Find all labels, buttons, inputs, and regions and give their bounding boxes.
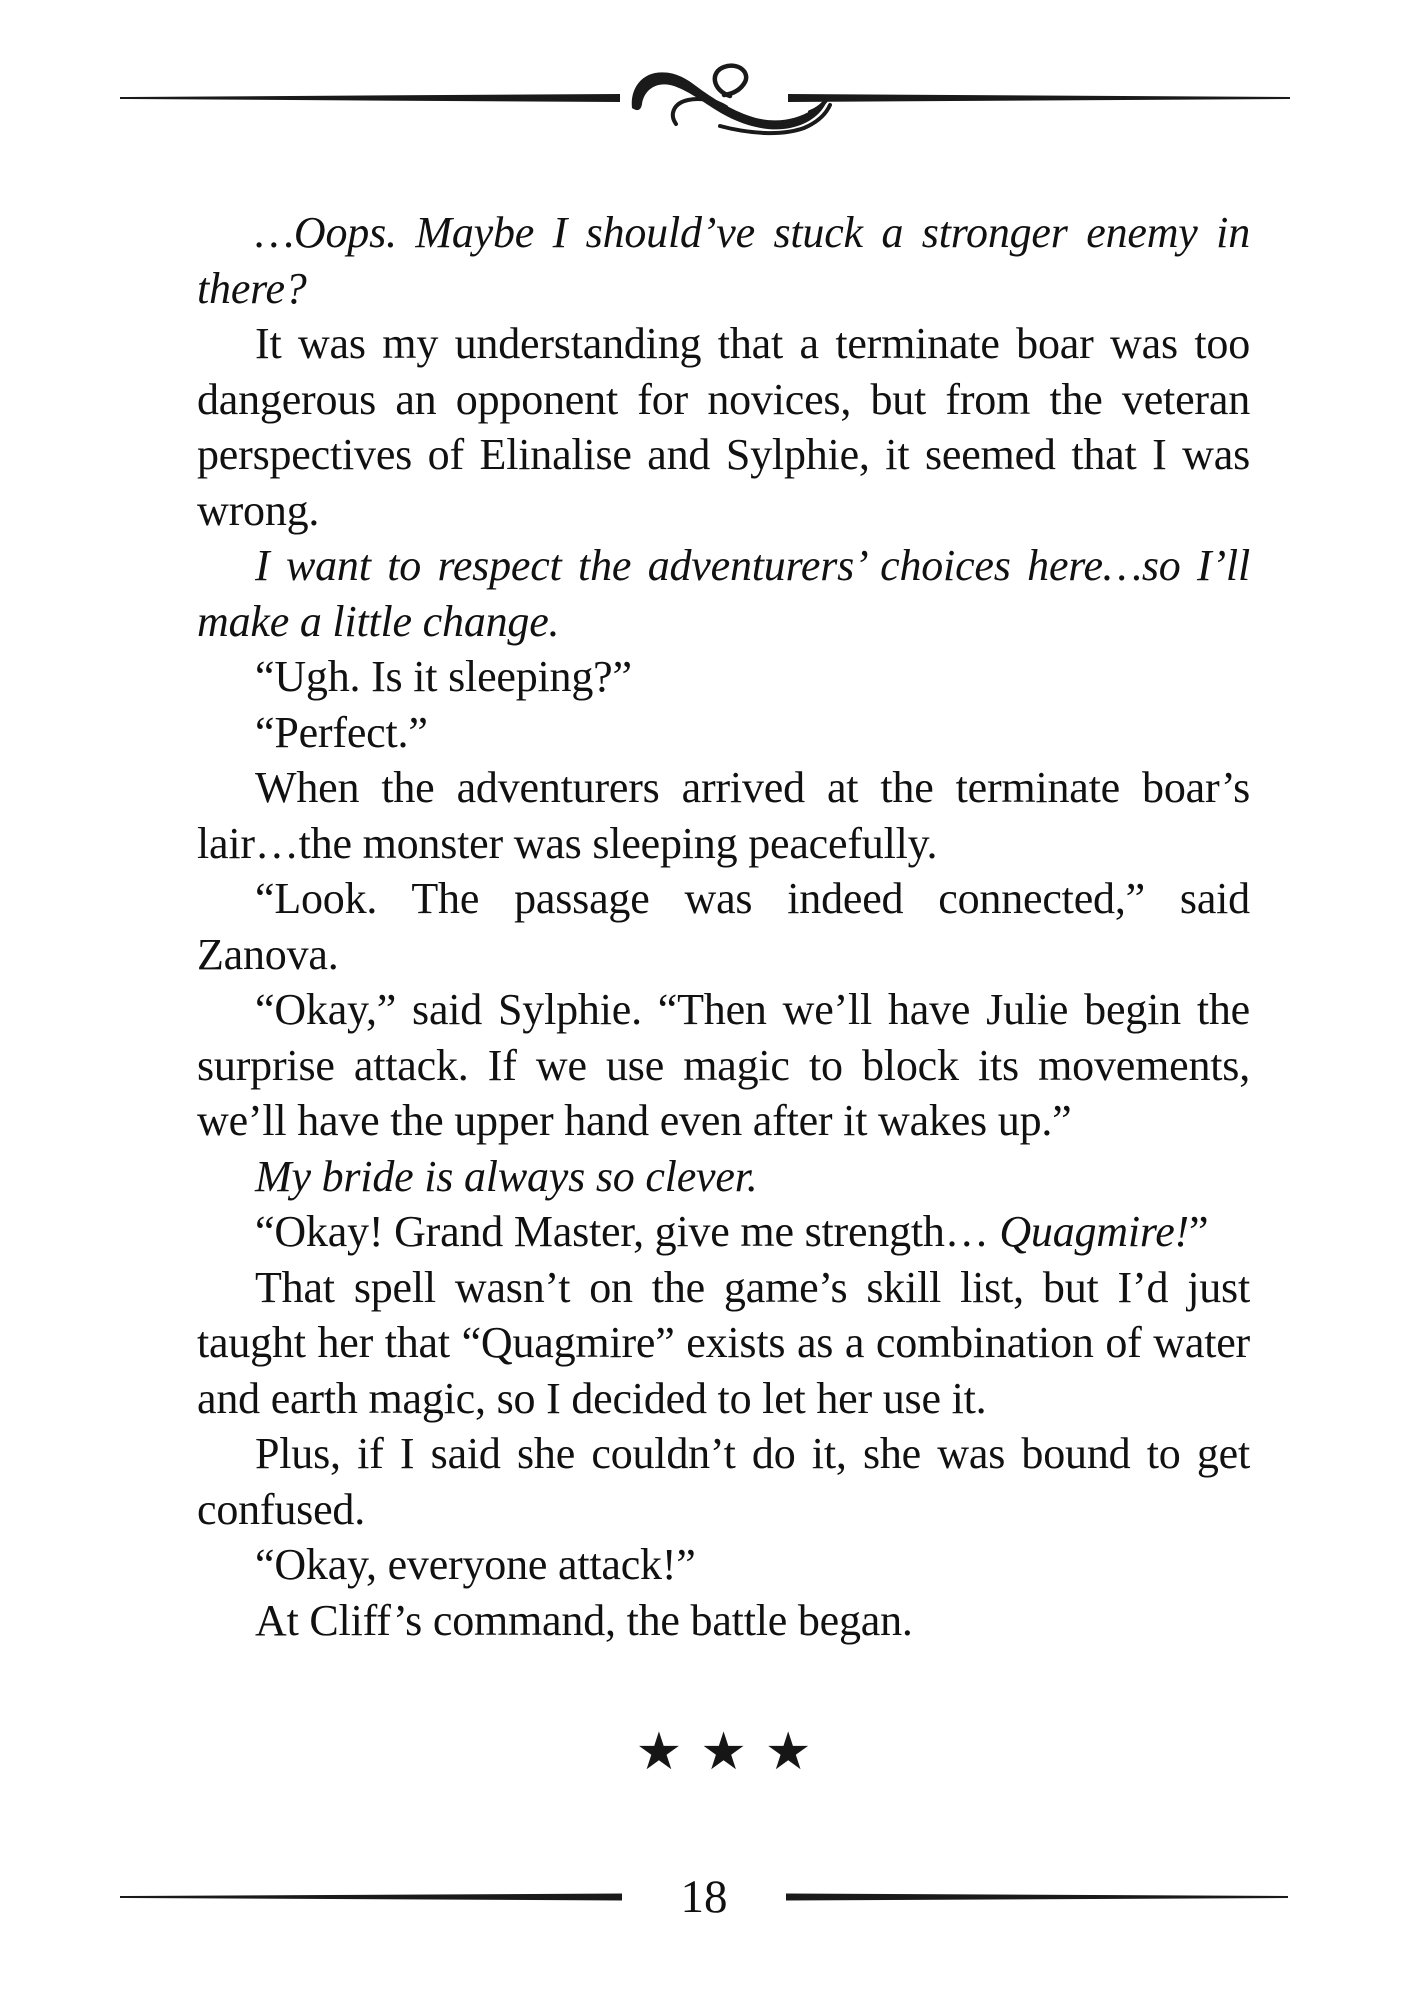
- paragraph: [197, 538, 1250, 649]
- regular-text: Plus, if I said she couldn’t do it, she was bound to get confused.: [197, 1429, 1250, 1534]
- regular-text: At Cliff’s command, the battle began.: [255, 1595, 913, 1645]
- body-text: [197, 205, 1250, 1648]
- paragraph: [197, 1426, 1250, 1537]
- paragraph: [197, 1593, 1250, 1649]
- page-number: 18: [680, 1871, 728, 1923]
- regular-text: “Ugh. Is it sleeping?”: [255, 652, 632, 701]
- paragraph: [197, 705, 1250, 761]
- paragraph: [197, 982, 1250, 1149]
- paragraph: [197, 649, 1250, 705]
- regular-text: When the adventurers arrived at the terminate boar’s lair…the monster was sleeping peacefully.: [197, 763, 1250, 868]
- flourish-divider-icon: [120, 52, 1292, 162]
- regular-text: ”: [1188, 1207, 1209, 1256]
- regular-text: “Look. The passage was indeed connected,” said Zanova.: [197, 874, 1250, 979]
- regular-text: “Perfect.”: [255, 707, 428, 757]
- star-icon: ★: [764, 1724, 812, 1781]
- regular-text: “Okay! Grand Master, give me strength…: [255, 1207, 1000, 1256]
- regular-text: It was my understanding that a terminate boar was too dangerous an opponent for novices, but from the veteran perspectives of Elinalise and Sylphie, it seemed that I was wrong.: [197, 319, 1250, 535]
- paragraph: [197, 871, 1250, 982]
- paragraph: [197, 760, 1250, 871]
- italic-text: …Oops. Maybe I should’ve stuck a stronger enemy in there?: [197, 208, 1250, 313]
- italic-text: Quagmire!: [999, 1207, 1189, 1256]
- star-icon: ★: [635, 1724, 683, 1781]
- italic-text: My bride is always so clever.: [255, 1151, 758, 1201]
- paragraph: [197, 205, 1250, 316]
- scene-break-stars: [197, 1724, 1250, 1781]
- paragraph: [197, 1204, 1250, 1260]
- paragraph: [197, 1537, 1250, 1593]
- regular-text: “Okay, everyone attack!”: [255, 1540, 696, 1589]
- paragraph: [197, 316, 1250, 538]
- paragraph: [197, 1149, 1250, 1205]
- paragraph: [197, 1260, 1250, 1427]
- star-icon: ★: [700, 1724, 747, 1781]
- italic-text: I want to respect the adventurers’ choices here…so I’ll make a little change.: [197, 541, 1250, 646]
- regular-text: That spell wasn’t on the game’s skill list, but I’d just taught her that “Quagmire” exists as a combination of water and earth magic, so I decided to let her use it.: [197, 1262, 1250, 1423]
- regular-text: “Okay,” said Sylphie. “Then we’ll have Julie begin the surprise attack. If we use magic to block its movements, we’ll have the upper hand even after it wakes up.”: [197, 985, 1250, 1145]
